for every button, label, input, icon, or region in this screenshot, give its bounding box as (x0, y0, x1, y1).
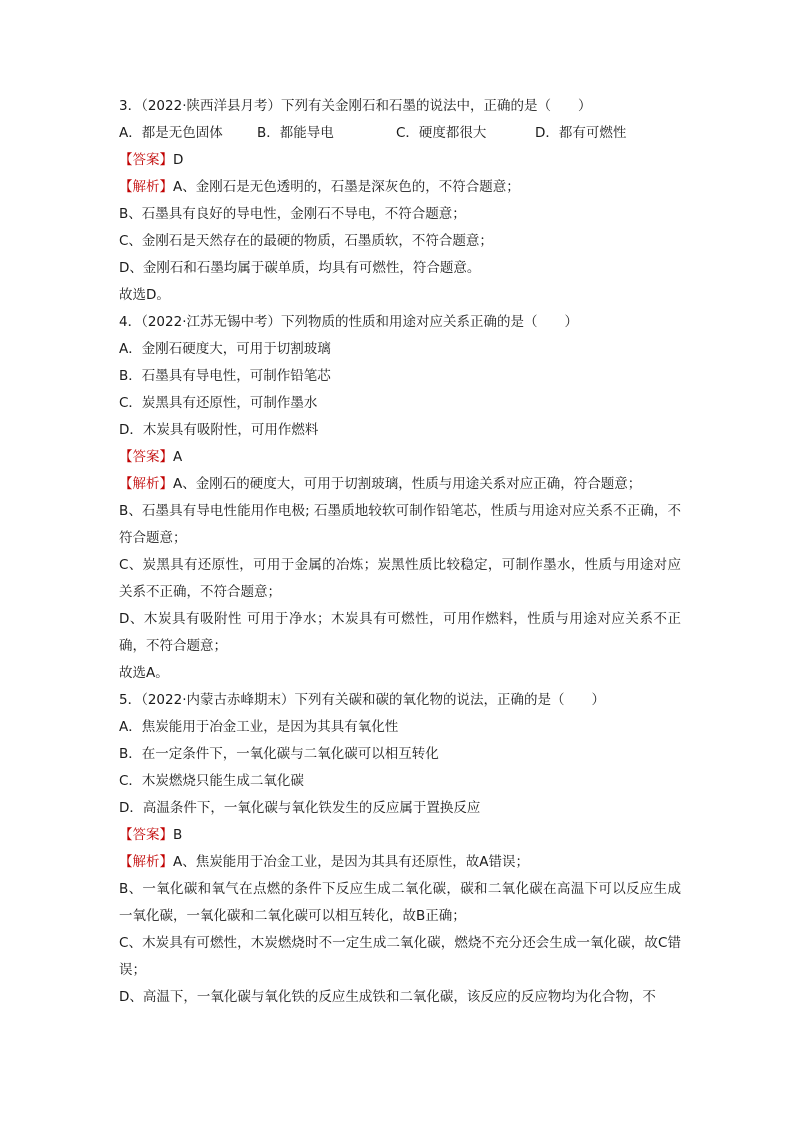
option-row (119, 120, 681, 147)
option-d: D．高温条件下，一氧化碳与氧化铁发生的反应属于置换反应 (119, 800, 481, 816)
option-c: C．炭黑具有还原性，可制作墨水 (119, 395, 318, 411)
analysis-text: A、金刚石是无色透明的，石墨是深灰色的，不符合题意； (173, 179, 520, 195)
option-d: D．都有可燃性 (535, 125, 627, 141)
analysis-text: A、金刚石的硬度大，可用于切割玻璃，性质与用途关系对应正确，符合题意； (173, 476, 642, 492)
analysis-text: A、焦炭能用于冶金工业，是因为其具有还原性，故A错误； (173, 854, 529, 870)
question-5 (119, 687, 681, 1011)
analysis-tag: 【解析】 (119, 854, 173, 870)
option-a: A．金刚石硬度大，可用于切割玻璃 (119, 341, 331, 357)
conclusion: 故选D。 (119, 287, 170, 303)
question-4 (119, 309, 681, 687)
answer-value: A (173, 449, 183, 465)
analysis-paragraph: C、木炭具有可燃性，木炭燃烧时不一定生成二氧化碳，燃烧不充分还会生成一氧化碳，故C错误； (119, 935, 681, 978)
answer-value: D (173, 152, 184, 168)
option-b: B．都能导电 (257, 125, 334, 141)
question-stem: 3．（2022·陕西洋县月考）下列有关金刚石和石墨的说法中，正确的是（ ） (119, 98, 592, 114)
option-c: C．硬度都很大 (396, 125, 487, 141)
analysis-paragraph: C、炭黑具有还原性，可用于金属的冶炼；炭黑性质比较稳定，可制作墨水，性质与用途对应关系不正确，不符合题意； (119, 557, 681, 600)
analysis-tag: 【解析】 (119, 476, 173, 492)
analysis-line: D、金刚石和石墨均属于碳单质，均具有可燃性，符合题意。 (119, 260, 481, 276)
option-d: D．木炭具有吸附性，可用作燃料 (119, 422, 319, 438)
question-3 (119, 93, 681, 309)
answer-tag: 【答案】 (119, 827, 173, 843)
question-stem: 4．（2022·江苏无锡中考）下列物质的性质和用途对应关系正确的是（ ） (119, 314, 578, 330)
option-a: A．焦炭能用于冶金工业，是因为其具有氧化性 (119, 719, 399, 735)
analysis-paragraph: B、一氧化碳和氧气在点燃的条件下反应生成二氧化碳，碳和二氧化碳在高温下可以反应生成一氧化碳，一氧化碳和二氧化碳可以相互转化，故B正确； (119, 881, 681, 924)
answer-tag: 【答案】 (119, 152, 173, 168)
question-stem: 5．（2022·内蒙古赤峰期末）下列有关碳和碳的氧化物的说法，正确的是（ ） (119, 692, 605, 708)
answer-value: B (173, 827, 183, 843)
answer-line (119, 822, 681, 849)
option-a: A．都是无色固体 (119, 125, 223, 141)
analysis-tag: 【解析】 (119, 179, 173, 195)
analysis-line (119, 849, 681, 876)
answer-line (119, 444, 681, 471)
analysis-line: C、金刚石是天然存在的最硬的物质，石墨质软，不符合题意； (119, 233, 493, 249)
answer-tag: 【答案】 (119, 449, 173, 465)
analysis-paragraph: D、高温下，一氧化碳与氧化铁的反应生成铁和二氧化碳，该反应的反应物均为化合物，不 (119, 989, 656, 1005)
answer-line (119, 147, 681, 174)
analysis-paragraph: B、石墨具有导电性能用作电极; 石墨质地较软可制作铅笔芯，性质与用途对应关系不正确，不符合题意； (119, 503, 681, 546)
option-b: B．石墨具有导电性，可制作铅笔芯 (119, 368, 331, 384)
analysis-line (119, 174, 681, 201)
analysis-line (119, 471, 681, 498)
option-c: C．木炭燃烧只能生成二氧化碳 (119, 773, 304, 789)
analysis-paragraph: D、木炭具有吸附性 可用于净水；木炭具有可燃性，可用作燃料，性质与用途对应关系不正确，不符合题意； (119, 611, 681, 654)
document-page (119, 93, 681, 1011)
analysis-line: B、石墨具有良好的导电性，金刚石不导电，不符合题意； (119, 206, 466, 222)
conclusion: 故选A。 (119, 665, 169, 681)
option-b: B．在一定条件下，一氧化碳与二氧化碳可以相互转化 (119, 746, 439, 762)
